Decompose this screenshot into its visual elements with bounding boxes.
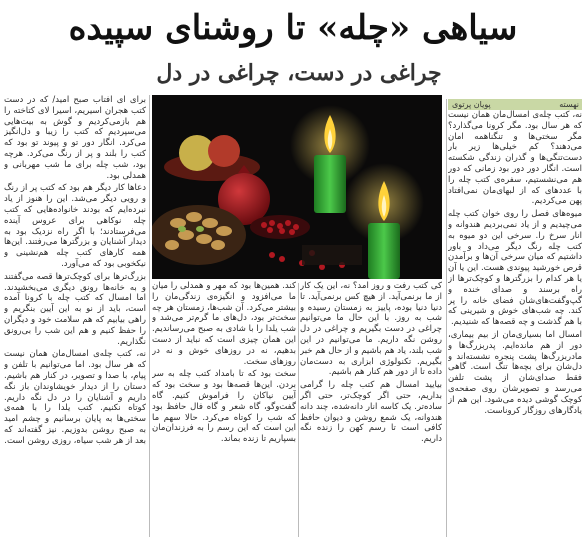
green-candle <box>314 155 346 213</box>
column-right <box>448 110 582 538</box>
yalda-illustration <box>152 95 442 279</box>
author-name: پویان پرتوی <box>452 100 491 109</box>
column-left <box>4 95 146 538</box>
paragraph: سخت بود که تا بامداد کتب چله به سر بردن. این‌ها قصه‌ها بود و سخت بود که آیین نیاکان را فراموش کنیم. گاه گفت‌وگو، گاه شعر و گاه فال حافظ بود که شب را کوتاه می‌کرد. حالا سهم ما این است که این رسم را به فرزندان‌مان بسپاریم تا زنده بماند. <box>152 369 296 445</box>
paragraph: میوه‌های فصل را روی خوان کتب چله می‌چیدیم و از یاد نمی‌بردیم هندوانه و انار سرخ را. سرخی این دو میوه به کتب چله رنگ دیگر می‌داد و باور داشتیم که میان سرخی آن‌ها و برآمدن قرص خورشید پیوندی هست. این یا آن یا هر کدام را بزرگترها و کوچک‌ترها از راه برسند و صدای خنده و گپ‌وگفت‌های‌شان فضای خانه را پر کند. چه شب‌های خوش و شیرینی که با هم گذشت و چه قصه‌ها که شنیدیم. <box>448 209 582 328</box>
column-divider <box>149 95 150 537</box>
headline: سیاهی «چله» تا روشنای سپیده <box>68 8 518 48</box>
author-bar <box>448 99 582 110</box>
column-middle-left <box>152 281 296 538</box>
paragraph: کی کتب رفت و روز آمد؟ نه، این یک کار از ما برنمی‌آید. از هیچ کس برنمی‌آید. تا دنیا دنیا بوده، پاییز به زمستان رسیده و شب به روز. با این حال ما می‌توانیم چراغی در دست بگیریم و چراغی در دل روشن نگه داریم. ما می‌توانیم در این شب بلند، یاد هم باشیم و از حال هم خبر بگیریم. تکنولوژی ابزاری به دست‌مان داده تا از دور هم کنار هم باشیم. <box>300 281 442 378</box>
column-divider <box>446 99 447 537</box>
paragraph: کند. همین‌ها بود که مهر و همدلی را میان ما می‌افزود و انگیزه‌ی زندگی‌مان را بیشتر می‌کرد. آن شب‌ها، زمستان هر چه سخت‌تر بود، دل‌های ما گرم‌تر می‌شد و شب یلدا را با شادی به صبح می‌رساندیم. این همان چیزی است که نباید از دست بدهیم، نه در روزهای خوش و نه در روزهای سخت. <box>152 281 296 367</box>
paragraph: نه، کتب چله‌ی امسال‌مان همان نیست که هر سال بود. اما می‌توانیم با تلفن و پیام، با صدا و تصویر، در کنار هم باشیم. دستان را از دیدار خویشاوندان باز نگه داریم و آشنایان را در دل نگه داریم. کوتاه نکنیم. کتب یلدا را با همه‌ی سختی‌ها به پایان برسانیم و چشم امید به صبح روشن بدوزیم. نیز گفته‌اند که بعد از هر شب سیاه، روزی روشن است. <box>4 349 146 446</box>
column-divider <box>298 283 299 537</box>
paragraph: نه، کتب چله‌ی امسال‌مان همان نیست که هر سال بود. مگر کرونا می‌گذارد؟ مگر سختی‌ها و تنگناهمه امان می‌دهند؟ کم خیلی‌ها زیر بار دست‌تنگی‌ها و گذران زندگی شکسته است. انگار دور دور بود زمانی که دور هم می‌نشستیم، سفره‌ی کتب چله را با عددهای که از لبهای‌مان نمی‌افتاد پهن می‌کردیم. <box>448 110 582 207</box>
paragraph: برای ای آفتاب صبح امید/ که در دست کتب هجران اسیریم، اسیرا لای کتاخته را هم بازمی‌کردیم و گوش به بیت‌هایی می‌سپردیم که کتب را زیبا و دل‌انگیز می‌کرد. انگار دور تو و پیوند تو بود که کتب را بلند و پر از رنگ می‌کرد. هرچه بود، شب چله برای ما شب مهربانی و همدلی بود. <box>4 95 146 181</box>
column-middle-right <box>300 281 442 538</box>
yalda-photo <box>152 95 442 279</box>
paragraph: بزرگ‌ترها برای کوچک‌ترها قصه می‌گفتند و به خانه‌ها رونق دیگری می‌بخشیدند. اما امسال که کتب چله با کرونا آمده است، باید از نو به این آیین بنگریم و راهی بیابیم که هم سلامت خود و دیگران را حفظ کنیم و هم این شب را بی‌رونق نگذاریم. <box>4 271 146 347</box>
green-candle <box>368 223 400 279</box>
author-prefix: نهسته <box>559 100 579 109</box>
paragraph: بیایید امسال هم کتب چله را گرامی بداریم، حتی اگر کوچک‌تر، حتی اگر ساده‌تر. یک کاسه انار دانه‌شده، چند دانه هندوانه، یک شمع روشن و دیوان حافظ کافی است تا رسم کهن را زنده نگه داریم. <box>300 380 442 445</box>
subheadline: چراغی در دست، چراغی در دل <box>156 60 442 86</box>
paragraph: امسال اما بسیاری‌مان از بیم بیماری، دور از هم مانده‌ایم. پدربزرگ‌ها و مادربزرگ‌ها پشت پنجره نشسته‌اند و دل‌شان برای بچه‌ها تنگ است. گاهی فقط صدای‌شان از پشت تلفن می‌رسد و تصویرشان روی صفحه‌ی کوچک گوشی دیده می‌شود. این هم از یادگارهای روزگار کروناست. <box>448 329 582 416</box>
paragraph: دعاها کار دیگر هم بود که کتب پر از رنگ و رویی دیگر می‌شد. این را هنوز از یاد نبرده‌ایم که بودند خانواده‌هایی که کتب چله نوکاهی برای عروس آینده می‌فرستادند؛ با اگر راه نزدیک بود به دیدار آشنایان و بزرگترها می‌رفتند. این‌ها همه کارهای کتب چله هم‌نشینی و نیکخوبی بود که می‌آورد. <box>4 183 146 269</box>
